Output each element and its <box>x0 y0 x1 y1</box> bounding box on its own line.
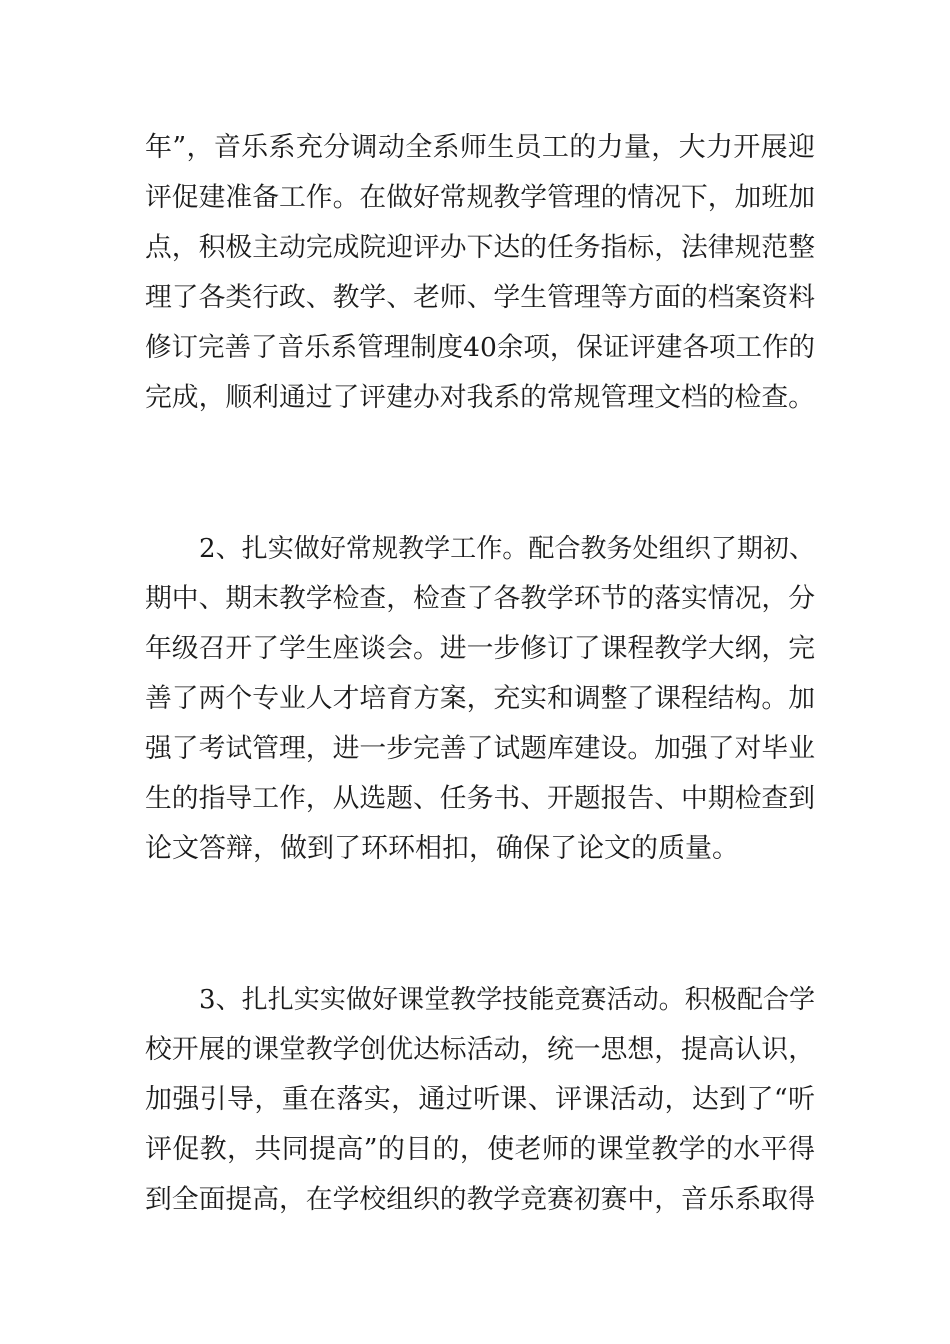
paragraph-line: 年”，音乐系充分调动全系师生员工的力量，大力开展迎 <box>145 132 815 163</box>
paragraph-line: 加强引导，重在落实，通过听课、评课活动，达到了“听 <box>145 1084 815 1115</box>
paragraph-line: 生的指导工作，从选题、任务书、开题报告、中期检查到 <box>145 783 815 814</box>
paragraph-line: 完成，顺利通过了评建办对我系的常规管理文档的检查。 <box>145 382 815 413</box>
paragraph-line: 到全面提高，在学校组织的教学竞赛初赛中，音乐系取得 <box>145 1184 815 1215</box>
paragraph-line: 论文答辩，做到了环环相扣，确保了论文的质量。 <box>145 833 739 864</box>
paragraph-line: 评促教，共同提高”的目的，使老师的课堂教学的水平得 <box>145 1134 815 1165</box>
paragraph-line: 3、扎扎实实做好课堂教学技能竞赛活动。积极配合学 <box>199 985 815 1015</box>
paragraph-line: 2、扎实做好常规教学工作。配合教务处组织了期初、 <box>199 534 815 564</box>
paragraph-line: 校开展的课堂教学创优达标活动，统一思想，提高认识， <box>145 1034 815 1065</box>
paragraph-line: 年级召开了学生座谈会。进一步修订了课程教学大纲，完 <box>145 633 815 664</box>
paragraph-line: 期中、期末教学检查，检查了各教学环节的落实情况，分 <box>145 583 815 614</box>
paragraph-line: 强了考试管理，进一步完善了试题库建设。加强了对毕业 <box>145 733 815 764</box>
paragraph-line: 点，积极主动完成院迎评办下达的任务指标，法律规范整 <box>145 232 815 263</box>
paragraph-line: 评促建准备工作。在做好常规教学管理的情况下，加班加 <box>145 182 815 213</box>
paragraph-line: 修订完善了音乐系管理制度40余项，保证评建各项工作的 <box>145 332 815 363</box>
paragraph-line: 善了两个专业人才培育方案，充实和调整了课程结构。加 <box>145 683 815 714</box>
paragraph-line: 理了各类行政、教学、老师、学生管理等方面的档案资料 <box>145 282 815 313</box>
